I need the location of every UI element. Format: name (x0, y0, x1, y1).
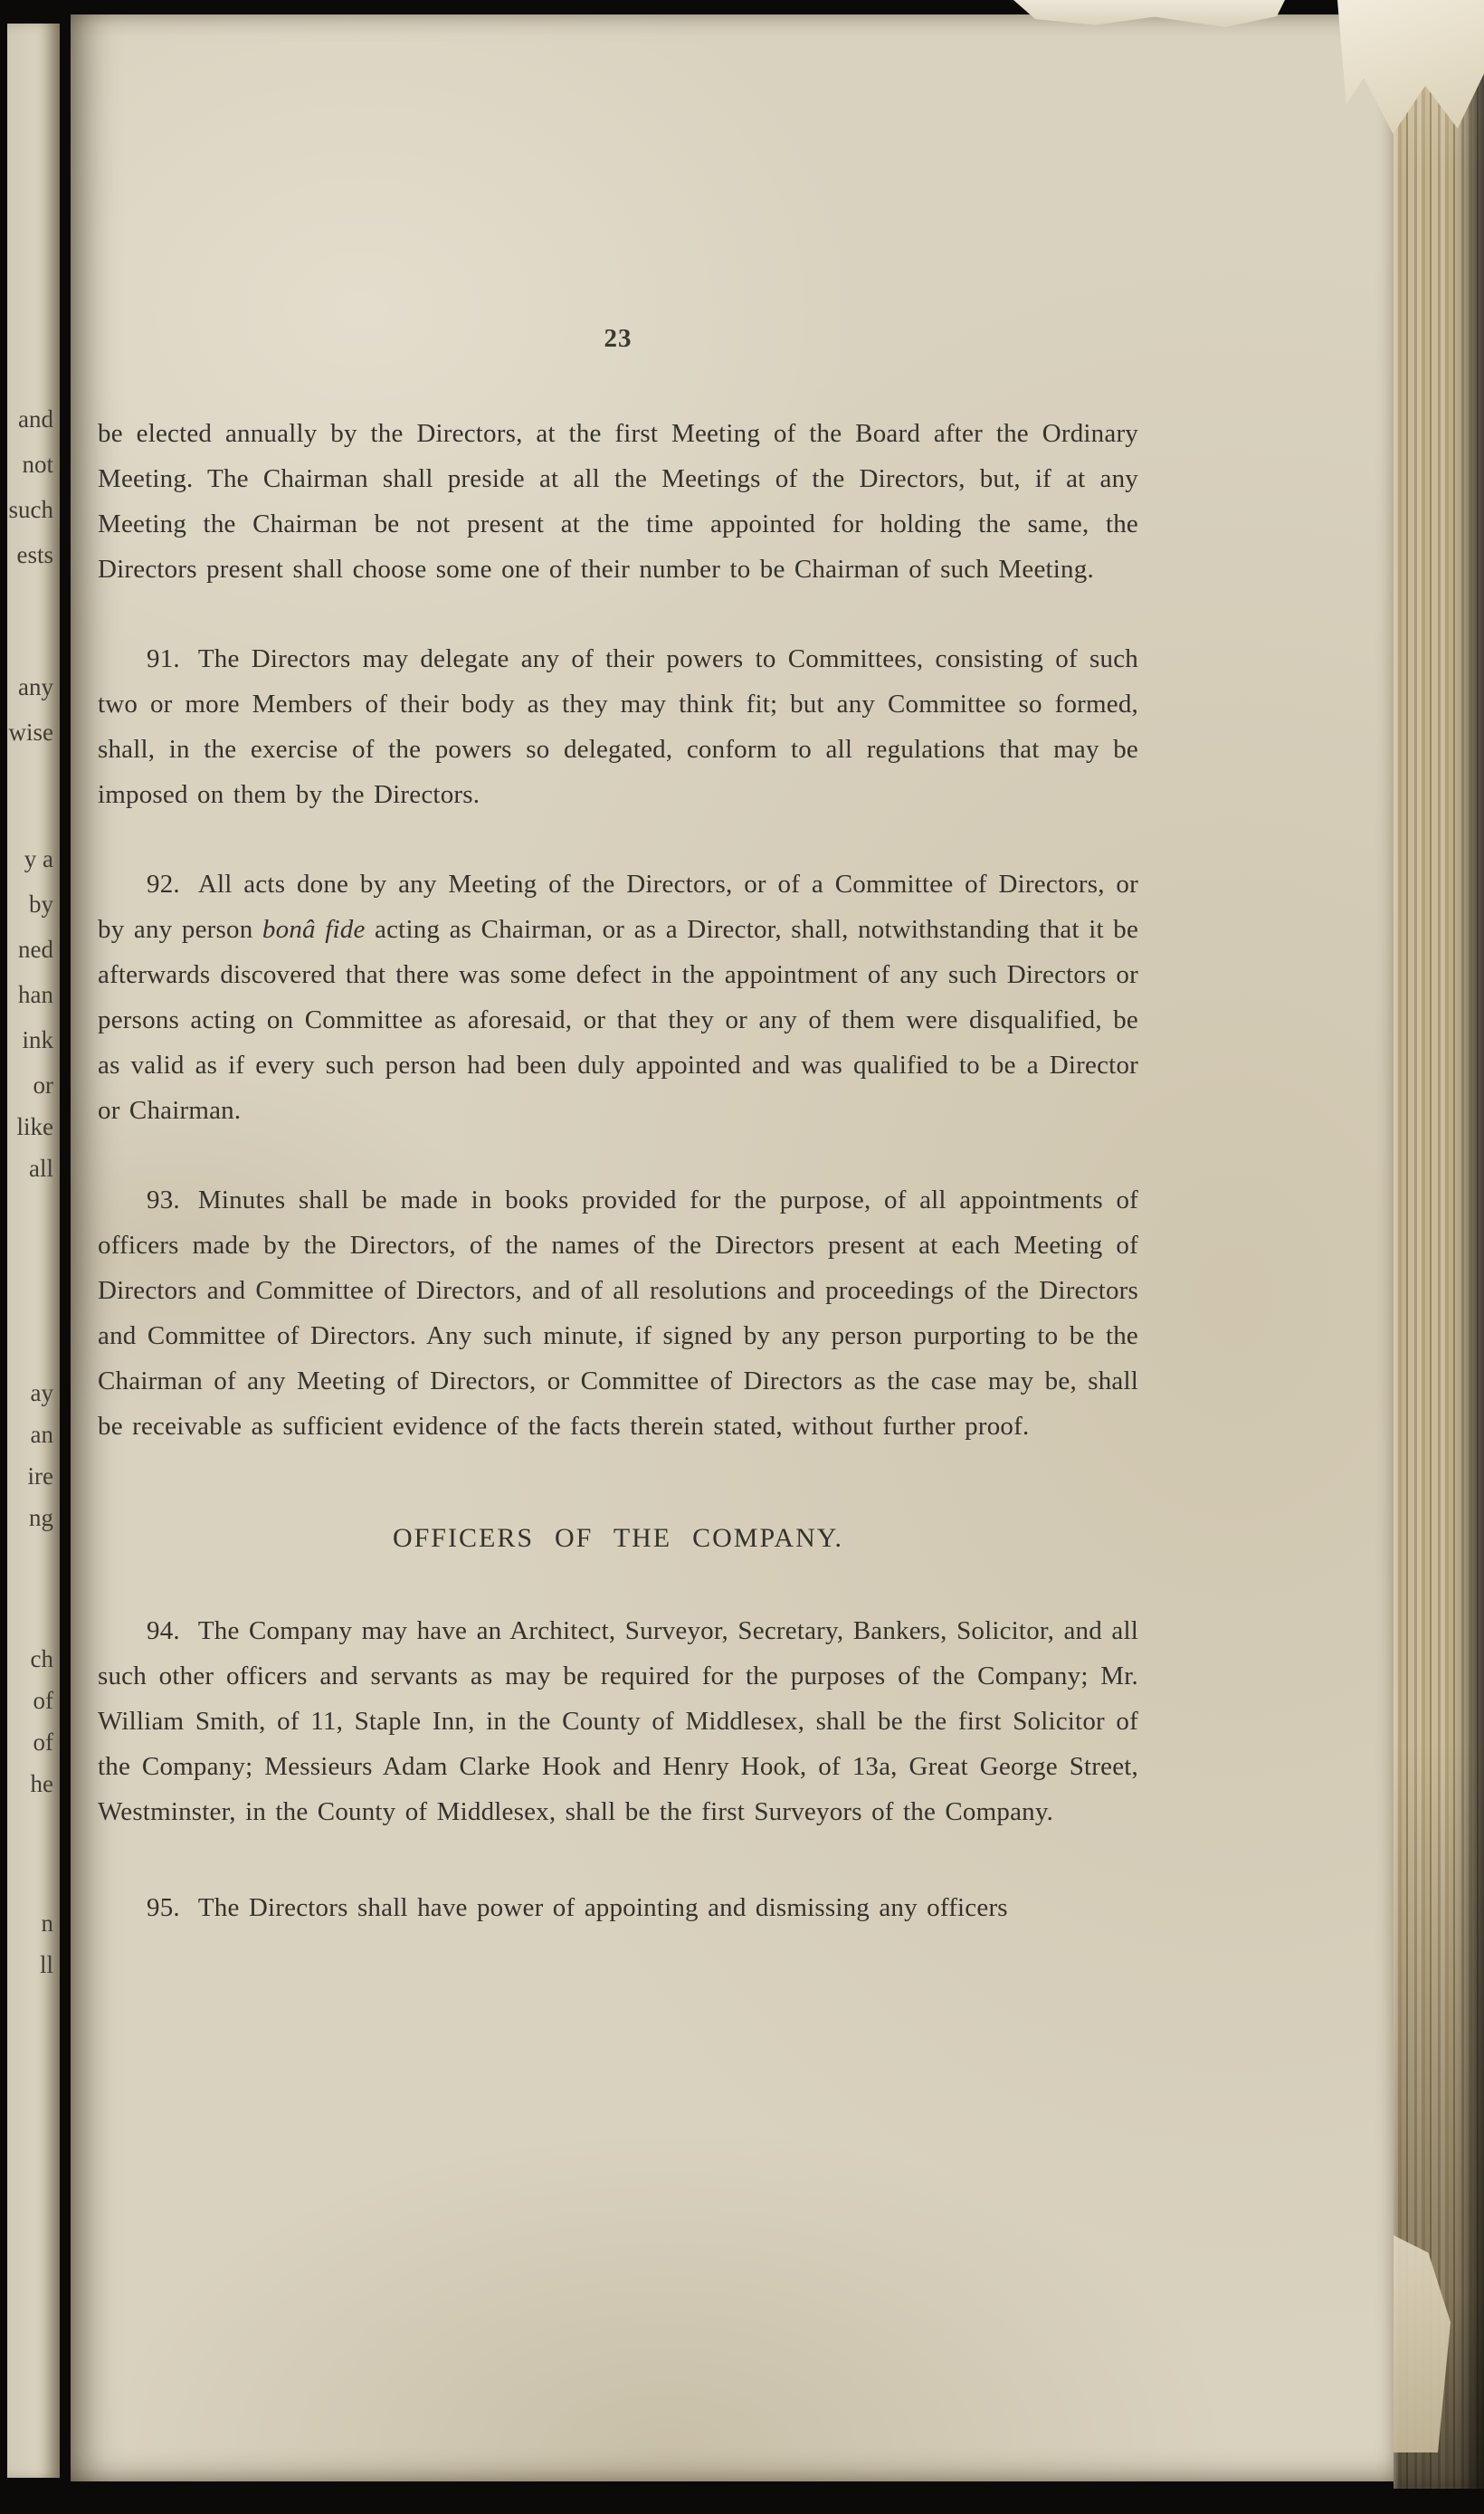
margin-fragment: wise (8, 719, 53, 746)
margin-fragment: ch (30, 1645, 53, 1672)
margin-fragment: he (30, 1770, 53, 1797)
paragraph-text: The Company may have an Architect, Surveyor, Secretary, Bankers, Solicitor, and all such other officers and servants as may be required for the purposes of the Company; Mr. William Smith, of 11, Staple Inn, in the County of Middlesex, shall be the first Solicitor of the Company; Messieurs Adam Clarke Hook and Henry Hook, of 13a, Great George Street, Westminster, in the County of Middlesex, shall be the first Surveyors of the Company. (98, 1616, 1138, 1826)
margin-fragment: any (18, 673, 53, 700)
paragraph-number: 93. (147, 1186, 180, 1214)
paragraph-number: 91. (147, 644, 180, 673)
margin-fragment: ay (30, 1379, 53, 1406)
paragraph-91 (98, 636, 1138, 817)
page-number: 23 (604, 324, 633, 353)
margin-fragment: ire (27, 1462, 53, 1490)
page-stack-edge (1394, 0, 1484, 2489)
paragraph-number: 94. (147, 1616, 180, 1645)
margin-fragment: not (22, 451, 53, 478)
paragraph-95 (98, 1885, 1138, 1930)
margin-fragment: ng (29, 1504, 53, 1531)
paragraph-94 (98, 1608, 1138, 1834)
margin-fragment: of (33, 1687, 53, 1714)
paragraph-text: acting as Chairman, or as a Director, shall, notwithstanding that it be afterwards discovered that there was some defect in the appointment of any such Directors or persons acting on Committee as aforesaid, or that they or any of them were disqualified, be as valid as if every such person had been duly appointed and was qualified to be a Director or Chairman. (98, 915, 1139, 1125)
paragraph-text: All acts done by any Meeting of the Directors, or of a Committee of Directors, or by any person (98, 870, 1138, 944)
margin-fragment: all (29, 1155, 53, 1182)
margin-fragment: of (33, 1728, 53, 1756)
margin-fragment: like (16, 1113, 53, 1140)
main-page (71, 14, 1394, 2481)
latin-phrase: bonâ fide (262, 915, 366, 944)
margin-fragment: han (18, 981, 53, 1008)
paragraph-93 (98, 1177, 1138, 1449)
margin-fragment: ned (18, 936, 53, 963)
page-text (98, 411, 1138, 1930)
margin-fragment: such (8, 496, 53, 523)
paragraph-text: Minutes shall be made in books provided for the purpose, of all appointments of officers made by the Directors, of the names of the Directors present at each Meeting of Directors and Committee of Directors, and of all resolutions and proceedings of the Directors and Committee of Directors. Any such minute, if signed by any person purporting to be the Chairman of any Meeting of Directors, or Committee of Directors as the case may be, shall be receivable as sufficient evidence of the facts therein stated, without further proof. (98, 1186, 1138, 1441)
margin-fragment: ests (16, 541, 53, 568)
margin-fragment: ink (22, 1026, 53, 1053)
margin-fragment: and (18, 405, 53, 433)
paragraph-text: The Directors shall have power of appointing and dismissing any officers (197, 1893, 1008, 1922)
paragraph-continuation: be elected annually by the Directors, at the first Meeting of the Board after the Ordinary Meeting. The Chairman shall preside at all the Meetings of the Directors, but, if at any Meeting the Chairman be not present at the time appointed for holding the same, the Directors present shall choose some one of their number to be Chairman of such Meeting. (98, 419, 1138, 584)
section-heading: OFFICERS OF THE COMPANY. (392, 1523, 844, 1553)
left-page-edge (7, 24, 60, 2478)
margin-fragment: or (33, 1071, 53, 1099)
paragraph-number: 92. (147, 870, 180, 899)
paragraph-text: The Directors may delegate any of their powers to Committees, consisting of such two or more Members of their body as they may think fit; but any Committee so formed, shall, in the exercise of the powers so delegated, conform to all regulations that may be imposed on them by the Directors. (98, 644, 1138, 809)
margin-fragment: y a (24, 845, 53, 872)
margin-fragment: by (29, 890, 53, 918)
margin-fragment: an (30, 1421, 53, 1448)
paragraph-92 (98, 862, 1138, 1133)
margin-fragment: n (41, 1909, 53, 1937)
paragraph-number: 95. (147, 1893, 180, 1922)
margin-fragment: ll (39, 1951, 53, 1978)
